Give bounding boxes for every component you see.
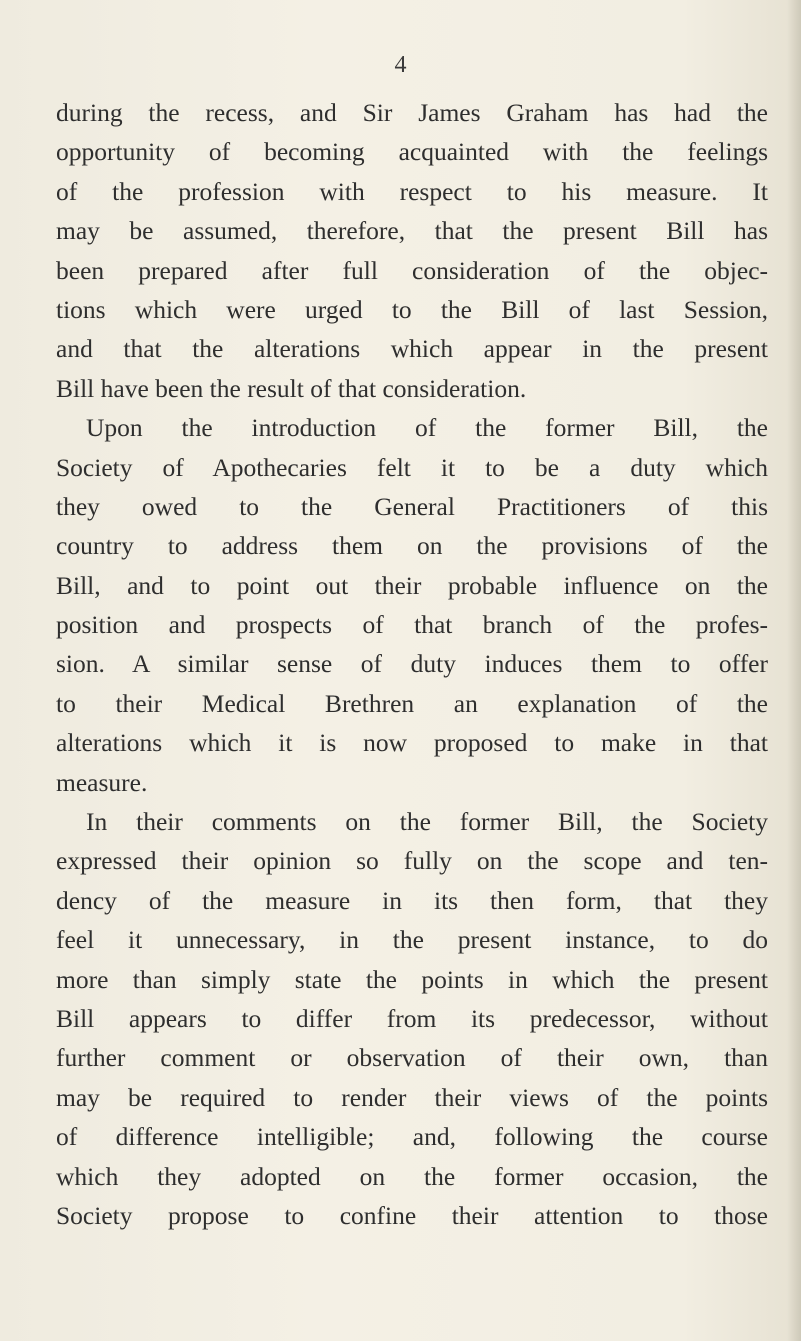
text-line: Society propose to confine their attention to those (56, 1200, 768, 1230)
text-line: dency of the measure in its then form, that they (56, 885, 768, 915)
text-line: position and prospects of that branch of the profes- (56, 610, 768, 640)
text-line: may be assumed, therefore, that the present Bill has (56, 216, 768, 246)
text-line: Upon the introduction of the former Bill, the (86, 413, 768, 443)
text-line: more than simply state the points in which the present (56, 964, 768, 994)
text-line: tions which were urged to the Bill of last Session, (56, 294, 768, 324)
text-line: which they adopted on the former occasion, the (56, 1161, 768, 1191)
text-line: of difference intelligible; and, following the course (56, 1122, 768, 1152)
text-line: been prepared after full consideration of the objec- (56, 255, 768, 285)
text-line: of the profession with respect to his measure. It (56, 176, 768, 206)
text-line: measure. (56, 767, 148, 797)
body-text (56, 93, 768, 1235)
text-line: during the recess, and Sir James Graham has had the (56, 98, 768, 127)
text-line: Society of Apothecaries felt it to be a duty which (56, 452, 768, 482)
text-line: alterations which it is now proposed to make in that (56, 728, 768, 758)
text-line: country to address them on the provisions of the (56, 531, 768, 561)
text-line: to their Medical Brethren an explanation of the (56, 688, 768, 718)
text-line: feel it unnecessary, in the present instance, to do (56, 925, 768, 955)
text-line: In their comments on the former Bill, the Society (86, 807, 768, 837)
text-line: and that the alterations which appear in the present (56, 334, 768, 364)
text-line: they owed to the General Practitioners of this (56, 491, 768, 521)
page-edge-shadow (787, 0, 801, 1341)
text-line: further comment or observation of their own, than (56, 1043, 768, 1073)
text-line: opportunity of becoming acquainted with the feelings (56, 137, 768, 167)
text-line: sion. A similar sense of duty induces them to offer (56, 649, 768, 679)
text-line: Bill appears to differ from its predecessor, without (56, 1003, 768, 1033)
text-line: Bill have been the result of that consideration. (56, 373, 527, 403)
page-number: 4 (394, 52, 407, 78)
text-line: expressed their opinion so fully on the scope and ten- (56, 846, 768, 876)
text-line: may be required to render their views of the points (56, 1082, 768, 1112)
text-line: Bill, and to point out their probable influence on the (56, 570, 768, 600)
